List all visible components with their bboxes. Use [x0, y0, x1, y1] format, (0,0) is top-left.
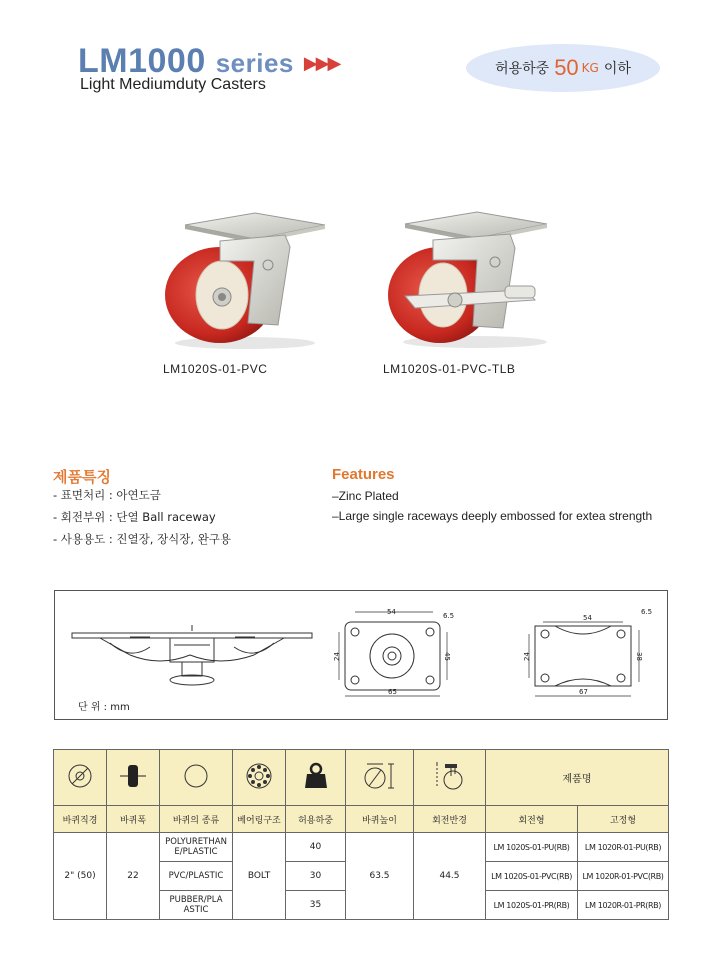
header-rigid-type: 고정형	[578, 806, 669, 833]
load-weight-icon	[303, 762, 329, 790]
cell-bearing: BOLT	[233, 833, 286, 920]
wheel-height-icon	[363, 760, 397, 792]
unit-label: 단 위 : mm	[78, 702, 130, 713]
header-bearing: 베어링구조	[233, 806, 286, 833]
cell-wheel-type: POLYURETHAN E/PLASTIC	[160, 833, 233, 862]
load-value: 50	[554, 55, 579, 80]
cell-swivel-model: LM 1020S-01-PR(RB)	[486, 891, 578, 920]
load-unit: KG	[581, 61, 599, 75]
icon-cell-diameter	[54, 750, 107, 806]
dim-rigid-top: 54	[583, 614, 592, 622]
caster-photo-brake	[385, 200, 575, 350]
dim-swivel-right: 45	[443, 652, 451, 661]
cell-height: 63.5	[346, 833, 414, 920]
cell-wheel-type: PVC/PLASTIC	[160, 862, 233, 891]
dim-swivel-top: 54	[387, 608, 396, 616]
cell-rigid-model: LM 1020R-01-PVC(RB)	[578, 862, 669, 891]
cell-load: 30	[286, 862, 346, 891]
swivel-radius-icon	[433, 760, 467, 792]
features-en-list	[332, 486, 652, 526]
load-prefix: 허용하중	[495, 61, 550, 77]
spec-table	[53, 749, 669, 920]
series-subtitle: Light Mediumduty Casters	[80, 76, 266, 93]
product-caption-brake: LM1020S-01-PVC-TLB	[383, 362, 516, 376]
icon-cell-load	[286, 750, 346, 806]
wheel-width-icon	[118, 761, 148, 791]
product-name-header: 제품명	[486, 750, 669, 806]
dim-swivel-corner: 6.5	[443, 612, 455, 620]
icon-cell-wheel-type	[160, 750, 233, 806]
cell-radius: 44.5	[414, 833, 486, 920]
load-suffix: 이하	[603, 61, 631, 77]
header-height: 바퀴높이	[346, 806, 414, 833]
icon-cell-bearing	[233, 750, 286, 806]
header-swivel-type: 회전형	[486, 806, 578, 833]
bearing-icon	[244, 761, 274, 791]
icon-cell-height	[346, 750, 414, 806]
cell-rigid-model: LM 1020R-01-PU(RB)	[578, 833, 669, 862]
dim-rigid-left: 24	[523, 652, 531, 661]
wheel-diameter-icon	[66, 762, 94, 790]
features-ko-item: - 표면처리 : 아연도금	[53, 488, 161, 502]
features-ko-item: - 사용용도 : 진열장, 장식장, 완구용	[53, 532, 232, 546]
features-ko-title: 제품특징	[53, 469, 111, 486]
dim-swivel-left: 24	[333, 652, 341, 661]
rigid-top-view-drawing	[525, 602, 665, 702]
features-ko-item: - 회전부위 : 단열 Ball raceway	[53, 510, 216, 524]
side-view-drawing	[70, 625, 320, 690]
cell-load: 40	[286, 833, 346, 862]
cell-swivel-model: LM 1020S-01-PVC(RB)	[486, 862, 578, 891]
icon-cell-width	[107, 750, 160, 806]
cell-load: 35	[286, 891, 346, 920]
cell-swivel-model: LM 1020S-01-PU(RB)	[486, 833, 578, 862]
cell-rigid-model: LM 1020R-01-PR(RB)	[578, 891, 669, 920]
features-en-title: Features	[332, 466, 395, 483]
header-load: 허용하중	[286, 806, 346, 833]
load-capacity-badge	[466, 44, 660, 92]
swivel-top-view-drawing	[335, 602, 475, 702]
header-width: 바퀴폭	[107, 806, 160, 833]
header-wheel-type: 바퀴의 종류	[160, 806, 233, 833]
dim-rigid-bottom: 67	[579, 688, 588, 696]
table-row	[54, 833, 669, 862]
header-radius: 회전반경	[414, 806, 486, 833]
features-en-item: –Zinc Plated	[332, 489, 399, 503]
dim-swivel-bottom: 65	[388, 688, 397, 696]
cell-width: 22	[107, 833, 160, 920]
product-caption-swivel: LM1020S-01-PVC	[163, 362, 268, 376]
dim-rigid-corner: 6.5	[641, 608, 653, 616]
dim-rigid-right: 38	[635, 652, 643, 661]
cell-wheel-type: PUBBER/PLA ASTIC	[160, 891, 233, 920]
features-ko-list	[53, 484, 231, 550]
icon-cell-radius	[414, 750, 486, 806]
cell-diameter: 2" (50)	[54, 833, 107, 920]
title-arrows-icon: ▶▶▶	[303, 53, 340, 73]
title-main: LM1000	[78, 42, 206, 80]
features-en-item: –Large single raceways deeply embossed for extea strength	[332, 509, 653, 523]
caster-photo-swivel	[150, 205, 340, 350]
header-diameter: 바퀴직경	[54, 806, 107, 833]
wheel-type-icon	[182, 762, 210, 790]
title-series: series	[215, 48, 294, 78]
